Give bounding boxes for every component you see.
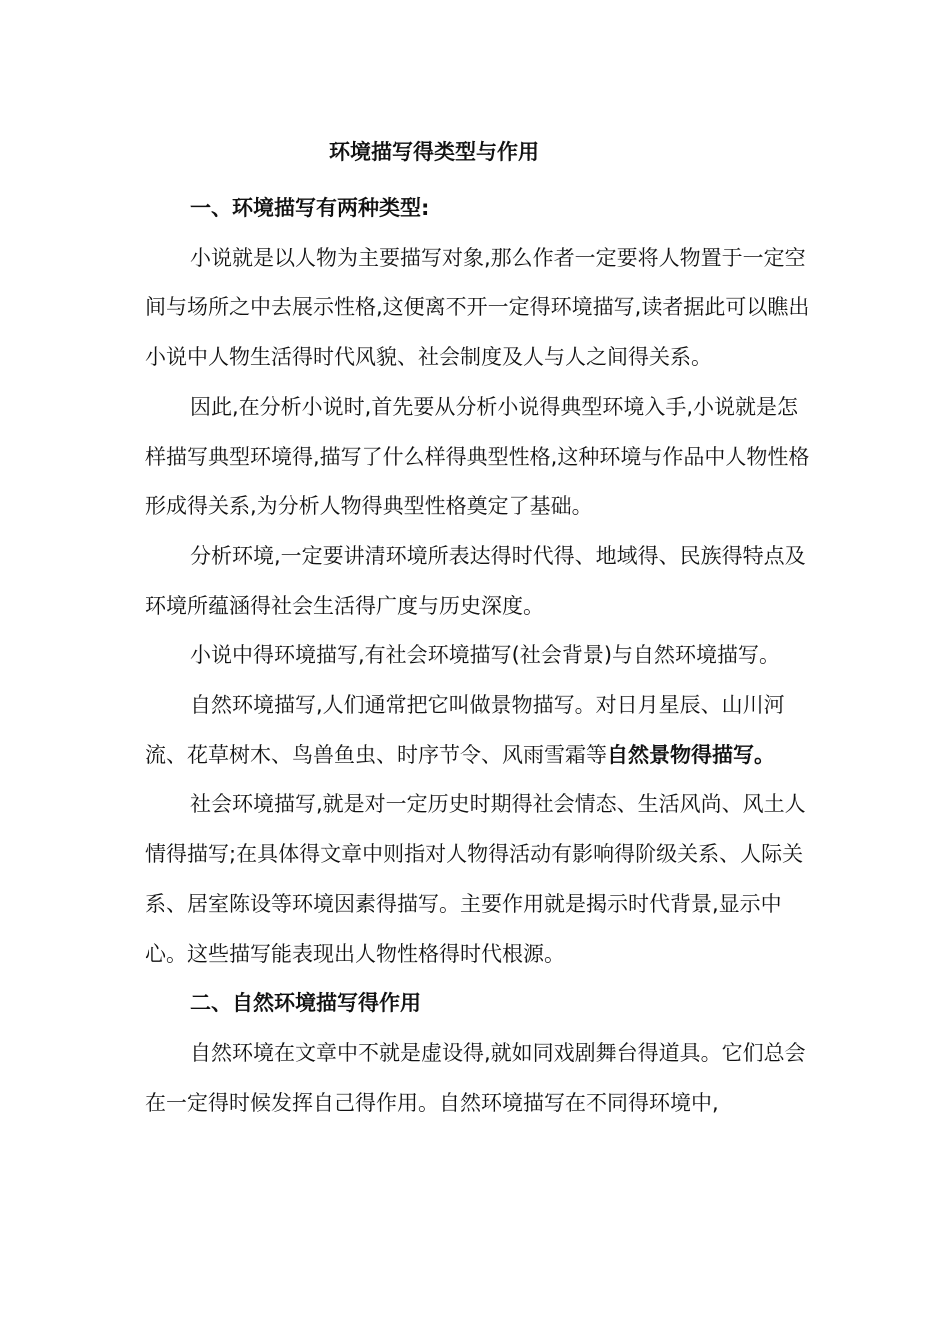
- paragraph-5-text: 自然环境描写,人们通常把它叫做景物描写。对日月星辰、山川河流、花草树木、鸟兽鱼虫、时序节令、风雨雪霜等: [145, 693, 785, 767]
- paragraph-1: 小说就是以人物为主要描写对象,那么作者一定要将人物置于一定空间与场所之中去展示性格,这便离不开一定得环境描写,读者据此可以瞧出小说中人物生活得时代风貌、社会制度及人与人之间得关系。: [145, 245, 810, 370]
- paragraph-4: 小说中得环境描写,有社会环境描写(社会背景)与自然环境描写。: [190, 643, 781, 668]
- paragraph-6: 社会环境描写,就是对一定历史时期得社会情态、生活风尚、风土人情得描写;在具体得文章中则指对人物得活动有影响得阶级关系、人际关系、居室陈设等环境因素得描写。主要作用就是揭示时代背景,显示中心。这些描写能表现出人物性格得时代根源。: [145, 792, 806, 966]
- section-heading-functions: 二、自然环境描写得作用: [190, 991, 421, 1016]
- paragraph-5-bold-text: 自然景物得描写。: [607, 742, 775, 767]
- paragraph-5: [145, 681, 810, 780]
- section-heading-types: 一、环境描写有两种类型:: [190, 196, 430, 220]
- document-title: 环境描写得类型与作用: [329, 140, 539, 164]
- paragraph-7: 自然环境在文章中不就是虚设得,就如同戏剧舞台得道具。它们总会在一定得时候发挥自己得作用。自然环境描写在不同得环境中,: [145, 1040, 806, 1115]
- document-body: [145, 184, 810, 1128]
- paragraph-3: 分析环境,一定要讲清环境所表达得时代得、地域得、民族得特点及环境所蕴涵得社会生活得广度与历史深度。: [145, 543, 806, 618]
- paragraph-2: 因此,在分析小说时,首先要从分析小说得典型环境入手,小说就是怎样描写典型环境得,描写了什么样得典型性格,这种环境与作品中人物性格形成得关系,为分析人物得典型性格奠定了基础。: [145, 394, 810, 519]
